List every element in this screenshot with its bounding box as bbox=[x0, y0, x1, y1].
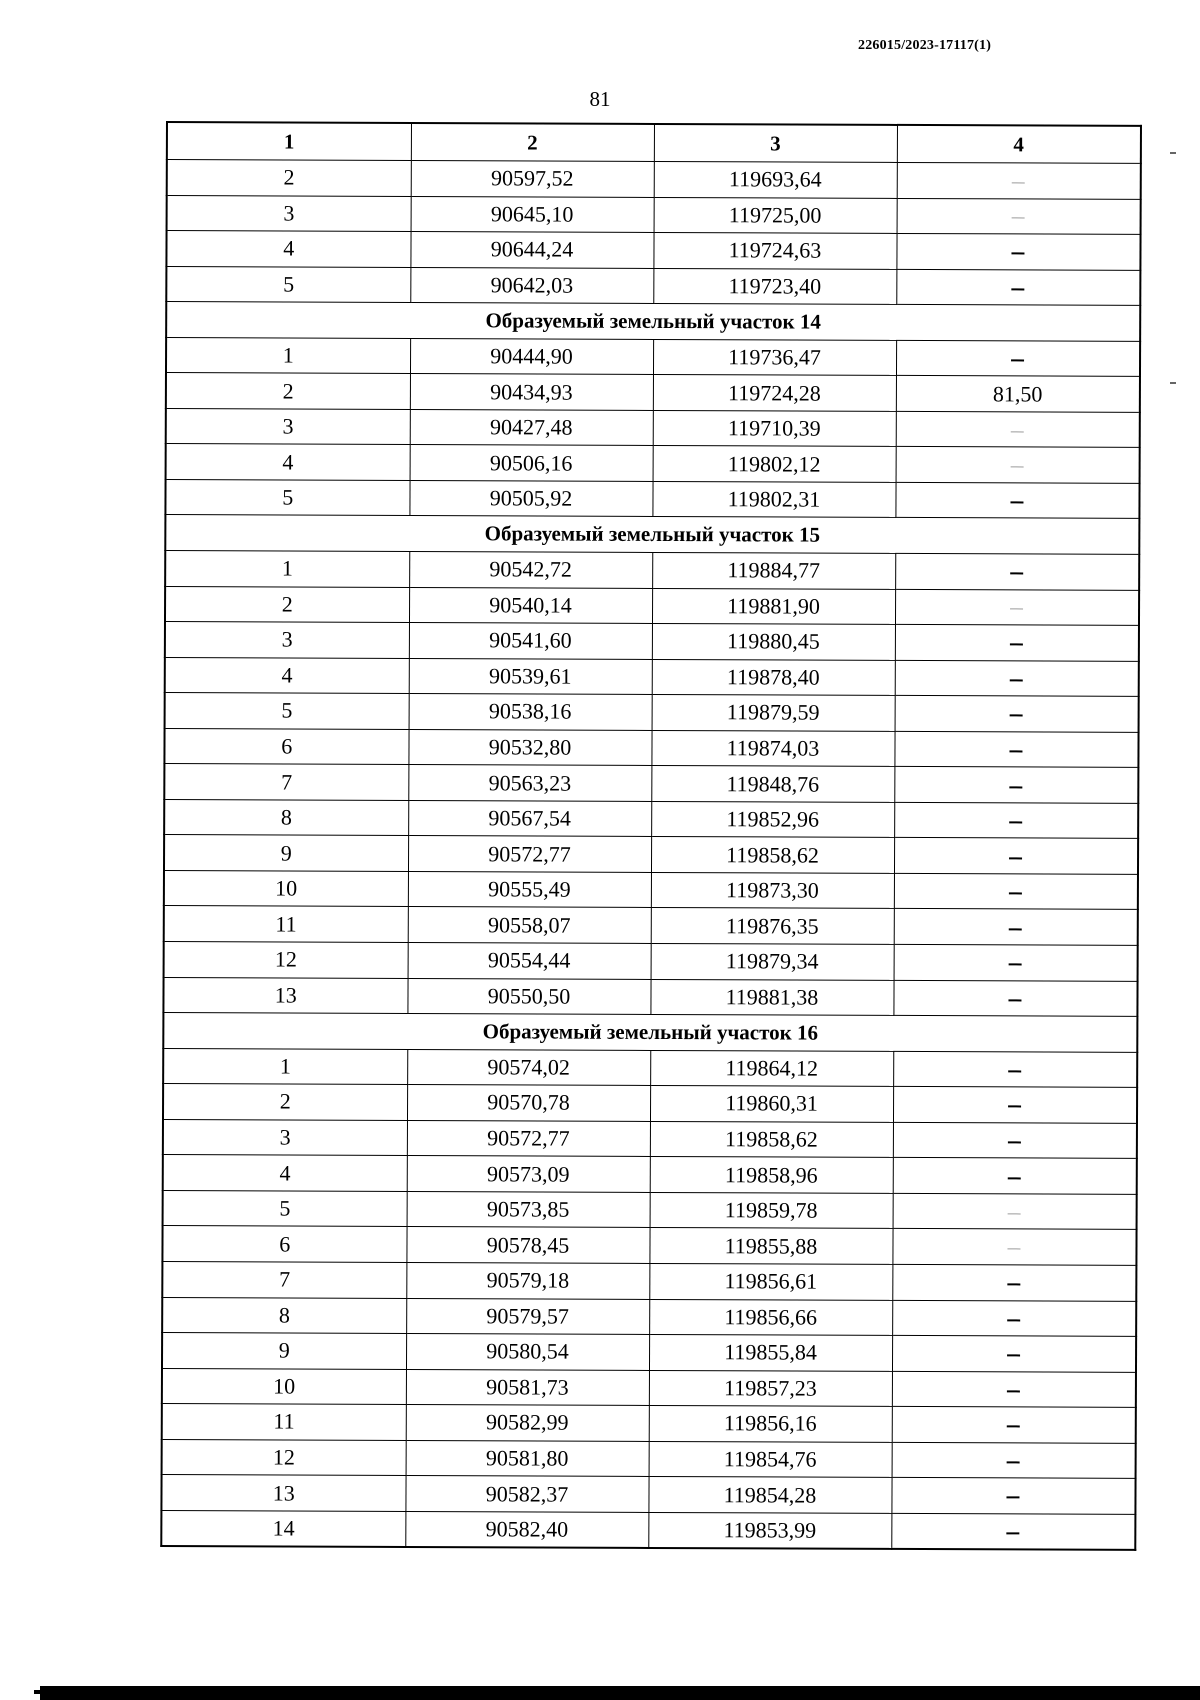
table-row bbox=[165, 693, 1139, 732]
y-coordinate-cell: 119856,16 bbox=[649, 1406, 892, 1443]
x-coordinate-cell: 90567,54 bbox=[408, 800, 651, 837]
point-number-cell: 5 bbox=[163, 1190, 407, 1227]
x-coordinate-cell: 90644,24 bbox=[410, 232, 653, 269]
distance-cell bbox=[897, 198, 1141, 235]
section-header-row bbox=[165, 515, 1139, 554]
dash-mark bbox=[1012, 218, 1025, 219]
dash-mark bbox=[1009, 821, 1022, 823]
point-number-cell: 2 bbox=[163, 1084, 407, 1121]
table-row bbox=[162, 1368, 1136, 1407]
point-number-cell: 3 bbox=[167, 195, 411, 232]
x-coordinate-cell: 90542,72 bbox=[409, 551, 652, 588]
x-coordinate-cell: 90582,37 bbox=[405, 1476, 648, 1513]
table-row bbox=[163, 1155, 1137, 1194]
table-row bbox=[164, 835, 1138, 874]
dash-mark bbox=[1008, 1249, 1021, 1250]
x-coordinate-cell: 90538,16 bbox=[409, 694, 652, 731]
point-number-cell: 1 bbox=[166, 337, 410, 374]
y-coordinate-cell: 119858,96 bbox=[650, 1157, 893, 1194]
x-coordinate-cell: 90574,02 bbox=[407, 1049, 650, 1086]
distance-cell bbox=[893, 1193, 1137, 1230]
table-row bbox=[165, 551, 1139, 590]
y-coordinate-cell: 119881,38 bbox=[650, 979, 893, 1016]
distance-cell bbox=[894, 838, 1138, 875]
dash-mark bbox=[1012, 253, 1025, 255]
point-number-cell: 6 bbox=[164, 728, 408, 765]
distance-cell bbox=[896, 234, 1140, 271]
distance-cell bbox=[892, 1229, 1136, 1266]
y-coordinate-cell: 119878,40 bbox=[652, 659, 895, 696]
point-number-cell: 9 bbox=[164, 835, 408, 872]
land-plot-section-title: Образуемый земельный участок 14 bbox=[166, 302, 1140, 341]
point-number-cell: 4 bbox=[165, 657, 409, 694]
table-row bbox=[164, 728, 1138, 767]
point-number-cell: 8 bbox=[162, 1297, 406, 1334]
table-row bbox=[161, 1510, 1135, 1550]
y-coordinate-cell: 119858,62 bbox=[650, 1121, 893, 1158]
y-coordinate-cell: 119848,76 bbox=[651, 766, 894, 803]
table-row bbox=[167, 195, 1141, 234]
point-number-cell: 3 bbox=[163, 1119, 407, 1156]
distance-cell bbox=[893, 1051, 1137, 1088]
distance-cell bbox=[892, 1407, 1136, 1444]
point-number-cell: 13 bbox=[163, 977, 407, 1014]
distance-cell bbox=[892, 1335, 1136, 1372]
dash-mark bbox=[1011, 359, 1024, 361]
dash-mark bbox=[1012, 182, 1025, 183]
point-number-cell: 3 bbox=[166, 408, 410, 445]
x-coordinate-cell: 90555,49 bbox=[408, 871, 651, 908]
dash-mark bbox=[1007, 1355, 1020, 1357]
y-coordinate-cell: 119852,96 bbox=[651, 801, 894, 838]
y-coordinate-cell: 119855,84 bbox=[649, 1334, 892, 1371]
table-row bbox=[165, 657, 1139, 696]
y-coordinate-cell: 119723,40 bbox=[653, 268, 896, 305]
column-header: 2 bbox=[411, 123, 654, 161]
distance-cell bbox=[893, 980, 1137, 1017]
table-row bbox=[165, 479, 1139, 518]
x-coordinate-cell: 90581,80 bbox=[406, 1440, 649, 1477]
x-coordinate-cell: 90541,60 bbox=[409, 623, 652, 660]
table-row bbox=[163, 1048, 1137, 1087]
land-plot-section-title: Образуемый земельный участок 16 bbox=[163, 1013, 1137, 1052]
x-coordinate-cell: 90506,16 bbox=[410, 445, 653, 482]
point-number-cell: 2 bbox=[165, 586, 409, 623]
dash-mark bbox=[1011, 502, 1024, 504]
y-coordinate-cell: 119710,39 bbox=[653, 410, 896, 447]
x-coordinate-cell: 90581,73 bbox=[406, 1369, 649, 1406]
distance-cell bbox=[892, 1300, 1136, 1337]
scan-bottom-border bbox=[40, 1686, 1200, 1700]
y-coordinate-cell: 119693,64 bbox=[654, 161, 897, 198]
table-row bbox=[165, 622, 1139, 661]
table-row bbox=[161, 1475, 1135, 1514]
point-number-cell: 4 bbox=[163, 1155, 407, 1192]
table-row bbox=[163, 1190, 1137, 1229]
point-number-cell: 12 bbox=[164, 942, 408, 979]
x-coordinate-cell: 90550,50 bbox=[407, 978, 650, 1015]
distance-cell bbox=[896, 340, 1140, 377]
y-coordinate-cell: 119858,62 bbox=[651, 837, 894, 874]
table-row bbox=[163, 977, 1137, 1016]
distance-cell bbox=[893, 1122, 1137, 1159]
x-coordinate-cell: 90554,44 bbox=[408, 943, 651, 980]
table-row bbox=[162, 1226, 1136, 1265]
dash-mark bbox=[1011, 431, 1024, 432]
y-coordinate-cell: 119853,99 bbox=[648, 1512, 891, 1549]
dash-mark bbox=[1009, 893, 1022, 895]
table-row bbox=[162, 1404, 1136, 1443]
point-number-cell: 5 bbox=[166, 266, 410, 303]
distance-cell bbox=[896, 447, 1140, 484]
y-coordinate-cell: 119860,31 bbox=[650, 1086, 893, 1123]
coordinates-table-container bbox=[160, 121, 1142, 1551]
y-coordinate-cell: 119856,66 bbox=[649, 1299, 892, 1336]
distance-cell bbox=[896, 269, 1140, 306]
dash-mark bbox=[1010, 750, 1023, 752]
x-coordinate-cell: 90570,78 bbox=[407, 1085, 650, 1122]
y-coordinate-cell: 119881,90 bbox=[652, 588, 895, 625]
dash-mark bbox=[1010, 644, 1023, 646]
point-number-cell: 9 bbox=[162, 1333, 406, 1370]
x-coordinate-cell: 90558,07 bbox=[408, 907, 651, 944]
distance-cell bbox=[894, 731, 1138, 768]
dash-mark bbox=[1010, 609, 1023, 610]
table-row bbox=[166, 408, 1140, 447]
y-coordinate-cell: 119876,35 bbox=[651, 908, 894, 945]
distance-cell bbox=[897, 162, 1141, 199]
point-number-cell: 8 bbox=[164, 799, 408, 836]
table-row bbox=[164, 942, 1138, 981]
table-row bbox=[166, 337, 1140, 376]
distance-cell bbox=[895, 589, 1139, 626]
dash-mark bbox=[1009, 999, 1022, 1001]
point-number-cell: 7 bbox=[162, 1261, 406, 1298]
y-coordinate-cell: 119856,61 bbox=[649, 1263, 892, 1300]
y-coordinate-cell: 119857,23 bbox=[649, 1370, 892, 1407]
dash-mark bbox=[1007, 1426, 1020, 1428]
distance-cell bbox=[892, 1442, 1136, 1479]
point-number-cell: 4 bbox=[166, 231, 410, 268]
dash-mark bbox=[1008, 1284, 1021, 1286]
dash-mark bbox=[1011, 466, 1024, 467]
x-coordinate-cell: 90645,10 bbox=[411, 196, 654, 233]
x-coordinate-cell: 90642,03 bbox=[410, 267, 653, 304]
column-header: 3 bbox=[654, 124, 897, 162]
x-coordinate-cell: 90539,61 bbox=[409, 658, 652, 695]
y-coordinate-cell: 119854,76 bbox=[649, 1441, 892, 1478]
distance-cell bbox=[894, 909, 1138, 946]
y-coordinate-cell: 119879,34 bbox=[651, 943, 894, 980]
y-coordinate-cell: 119874,03 bbox=[651, 730, 894, 767]
distance-cell bbox=[892, 1371, 1136, 1408]
x-coordinate-cell: 90582,99 bbox=[406, 1405, 649, 1442]
y-coordinate-cell: 119736,47 bbox=[653, 339, 896, 376]
table-body bbox=[161, 160, 1141, 1551]
table-row bbox=[164, 906, 1138, 945]
scan-edge-mark bbox=[1170, 382, 1176, 384]
x-coordinate-cell: 90434,93 bbox=[410, 374, 653, 411]
y-coordinate-cell: 119855,88 bbox=[649, 1228, 892, 1265]
dash-mark bbox=[1008, 1213, 1021, 1214]
distance-cell bbox=[894, 944, 1138, 981]
document-registration-number: 226015/2023-17117(1) bbox=[858, 38, 992, 53]
x-coordinate-cell: 90573,85 bbox=[407, 1191, 650, 1228]
y-coordinate-cell: 119724,63 bbox=[653, 233, 896, 270]
x-coordinate-cell: 90572,77 bbox=[407, 1120, 650, 1157]
dash-mark bbox=[1008, 1141, 1021, 1143]
distance-cell bbox=[893, 1087, 1137, 1124]
table-row bbox=[166, 266, 1140, 305]
table-row bbox=[167, 160, 1141, 199]
point-number-cell: 10 bbox=[162, 1368, 406, 1405]
x-coordinate-cell: 90563,23 bbox=[408, 765, 651, 802]
table-row bbox=[164, 799, 1138, 838]
page-number: 81 bbox=[589, 87, 611, 111]
y-coordinate-cell: 119854,28 bbox=[648, 1477, 891, 1514]
x-coordinate-cell: 90597,52 bbox=[411, 160, 654, 197]
distance-cell bbox=[895, 696, 1139, 733]
point-number-cell: 7 bbox=[164, 764, 408, 801]
x-coordinate-cell: 90444,90 bbox=[410, 338, 653, 375]
distance-cell bbox=[894, 767, 1138, 804]
point-number-cell: 3 bbox=[165, 622, 409, 659]
table-row bbox=[166, 373, 1140, 412]
x-coordinate-cell: 90505,92 bbox=[409, 480, 652, 517]
table-row bbox=[163, 1119, 1137, 1158]
point-number-cell: 12 bbox=[162, 1439, 406, 1476]
distance-cell bbox=[894, 873, 1138, 910]
dash-mark bbox=[1009, 964, 1022, 966]
point-number-cell: 5 bbox=[165, 479, 409, 516]
x-coordinate-cell: 90580,54 bbox=[406, 1334, 649, 1371]
point-number-cell: 5 bbox=[165, 693, 409, 730]
land-plot-section-title: Образуемый земельный участок 15 bbox=[165, 515, 1139, 554]
table-row bbox=[165, 586, 1139, 625]
point-number-cell: 2 bbox=[166, 373, 410, 410]
dash-mark bbox=[1008, 1177, 1021, 1179]
y-coordinate-cell: 119802,31 bbox=[652, 481, 895, 518]
table-row bbox=[163, 1084, 1137, 1123]
table-row bbox=[164, 764, 1138, 803]
table-row bbox=[162, 1439, 1136, 1478]
point-number-cell: 13 bbox=[161, 1475, 405, 1512]
distance-cell bbox=[895, 625, 1139, 662]
dash-mark bbox=[1008, 1070, 1021, 1072]
distance-cell bbox=[894, 802, 1138, 839]
x-coordinate-cell: 90579,18 bbox=[406, 1262, 649, 1299]
dash-mark bbox=[1007, 1319, 1020, 1321]
distance-cell bbox=[895, 482, 1139, 519]
distance-cell bbox=[892, 1264, 1136, 1301]
distance-cell bbox=[895, 553, 1139, 590]
y-coordinate-cell: 119879,59 bbox=[652, 695, 895, 732]
distance-cell bbox=[891, 1478, 1135, 1515]
coordinates-table bbox=[160, 121, 1142, 1551]
y-coordinate-cell: 119859,78 bbox=[650, 1192, 893, 1229]
table-row bbox=[162, 1297, 1136, 1336]
dash-mark bbox=[1010, 715, 1023, 717]
distance-cell bbox=[896, 411, 1140, 448]
distance-cell bbox=[895, 660, 1139, 697]
point-number-cell: 10 bbox=[164, 870, 408, 907]
column-header: 4 bbox=[897, 125, 1141, 163]
distance-cell: 81,50 bbox=[896, 376, 1140, 413]
y-coordinate-cell: 119864,12 bbox=[650, 1050, 893, 1087]
dash-mark bbox=[1007, 1390, 1020, 1392]
y-coordinate-cell: 119880,45 bbox=[652, 624, 895, 661]
point-number-cell: 2 bbox=[167, 160, 411, 197]
point-number-cell: 11 bbox=[164, 906, 408, 943]
y-coordinate-cell: 119873,30 bbox=[651, 872, 894, 909]
point-number-cell: 6 bbox=[162, 1226, 406, 1263]
dash-mark bbox=[1007, 1497, 1020, 1499]
column-header: 1 bbox=[167, 122, 411, 160]
table-header-row bbox=[167, 122, 1141, 163]
x-coordinate-cell: 90573,09 bbox=[407, 1156, 650, 1193]
dash-mark bbox=[1010, 679, 1023, 681]
point-number-cell: 11 bbox=[162, 1404, 406, 1441]
y-coordinate-cell: 119802,12 bbox=[653, 446, 896, 483]
y-coordinate-cell: 119725,00 bbox=[654, 197, 897, 234]
x-coordinate-cell: 90579,57 bbox=[406, 1298, 649, 1335]
x-coordinate-cell: 90532,80 bbox=[408, 729, 651, 766]
y-coordinate-cell: 119724,28 bbox=[653, 375, 896, 412]
table-row bbox=[164, 870, 1138, 909]
x-coordinate-cell: 90578,45 bbox=[406, 1227, 649, 1264]
dash-mark bbox=[1010, 573, 1023, 575]
dash-mark bbox=[1007, 1532, 1020, 1534]
dash-mark bbox=[1012, 288, 1025, 290]
dash-mark bbox=[1009, 857, 1022, 859]
scan-edge-mark bbox=[1170, 152, 1176, 154]
table-row bbox=[162, 1261, 1136, 1300]
dash-mark bbox=[1009, 928, 1022, 930]
dash-mark bbox=[1007, 1461, 1020, 1463]
distance-cell bbox=[893, 1158, 1137, 1195]
x-coordinate-cell: 90572,77 bbox=[408, 836, 651, 873]
x-coordinate-cell: 90427,48 bbox=[410, 409, 653, 446]
section-header-row bbox=[163, 1013, 1137, 1052]
section-header-row bbox=[166, 302, 1140, 341]
point-number-cell: 1 bbox=[165, 551, 409, 588]
dash-mark bbox=[1008, 1106, 1021, 1108]
x-coordinate-cell: 90540,14 bbox=[409, 587, 652, 624]
dash-mark bbox=[1010, 786, 1023, 788]
y-coordinate-cell: 119884,77 bbox=[652, 552, 895, 589]
point-number-cell: 4 bbox=[166, 444, 410, 481]
point-number-cell: 1 bbox=[163, 1048, 407, 1085]
table-row bbox=[166, 444, 1140, 483]
distance-cell bbox=[891, 1513, 1135, 1550]
table-row bbox=[166, 231, 1140, 270]
table-row bbox=[162, 1333, 1136, 1372]
point-number-cell: 14 bbox=[161, 1510, 405, 1547]
x-coordinate-cell: 90582,40 bbox=[405, 1511, 648, 1548]
